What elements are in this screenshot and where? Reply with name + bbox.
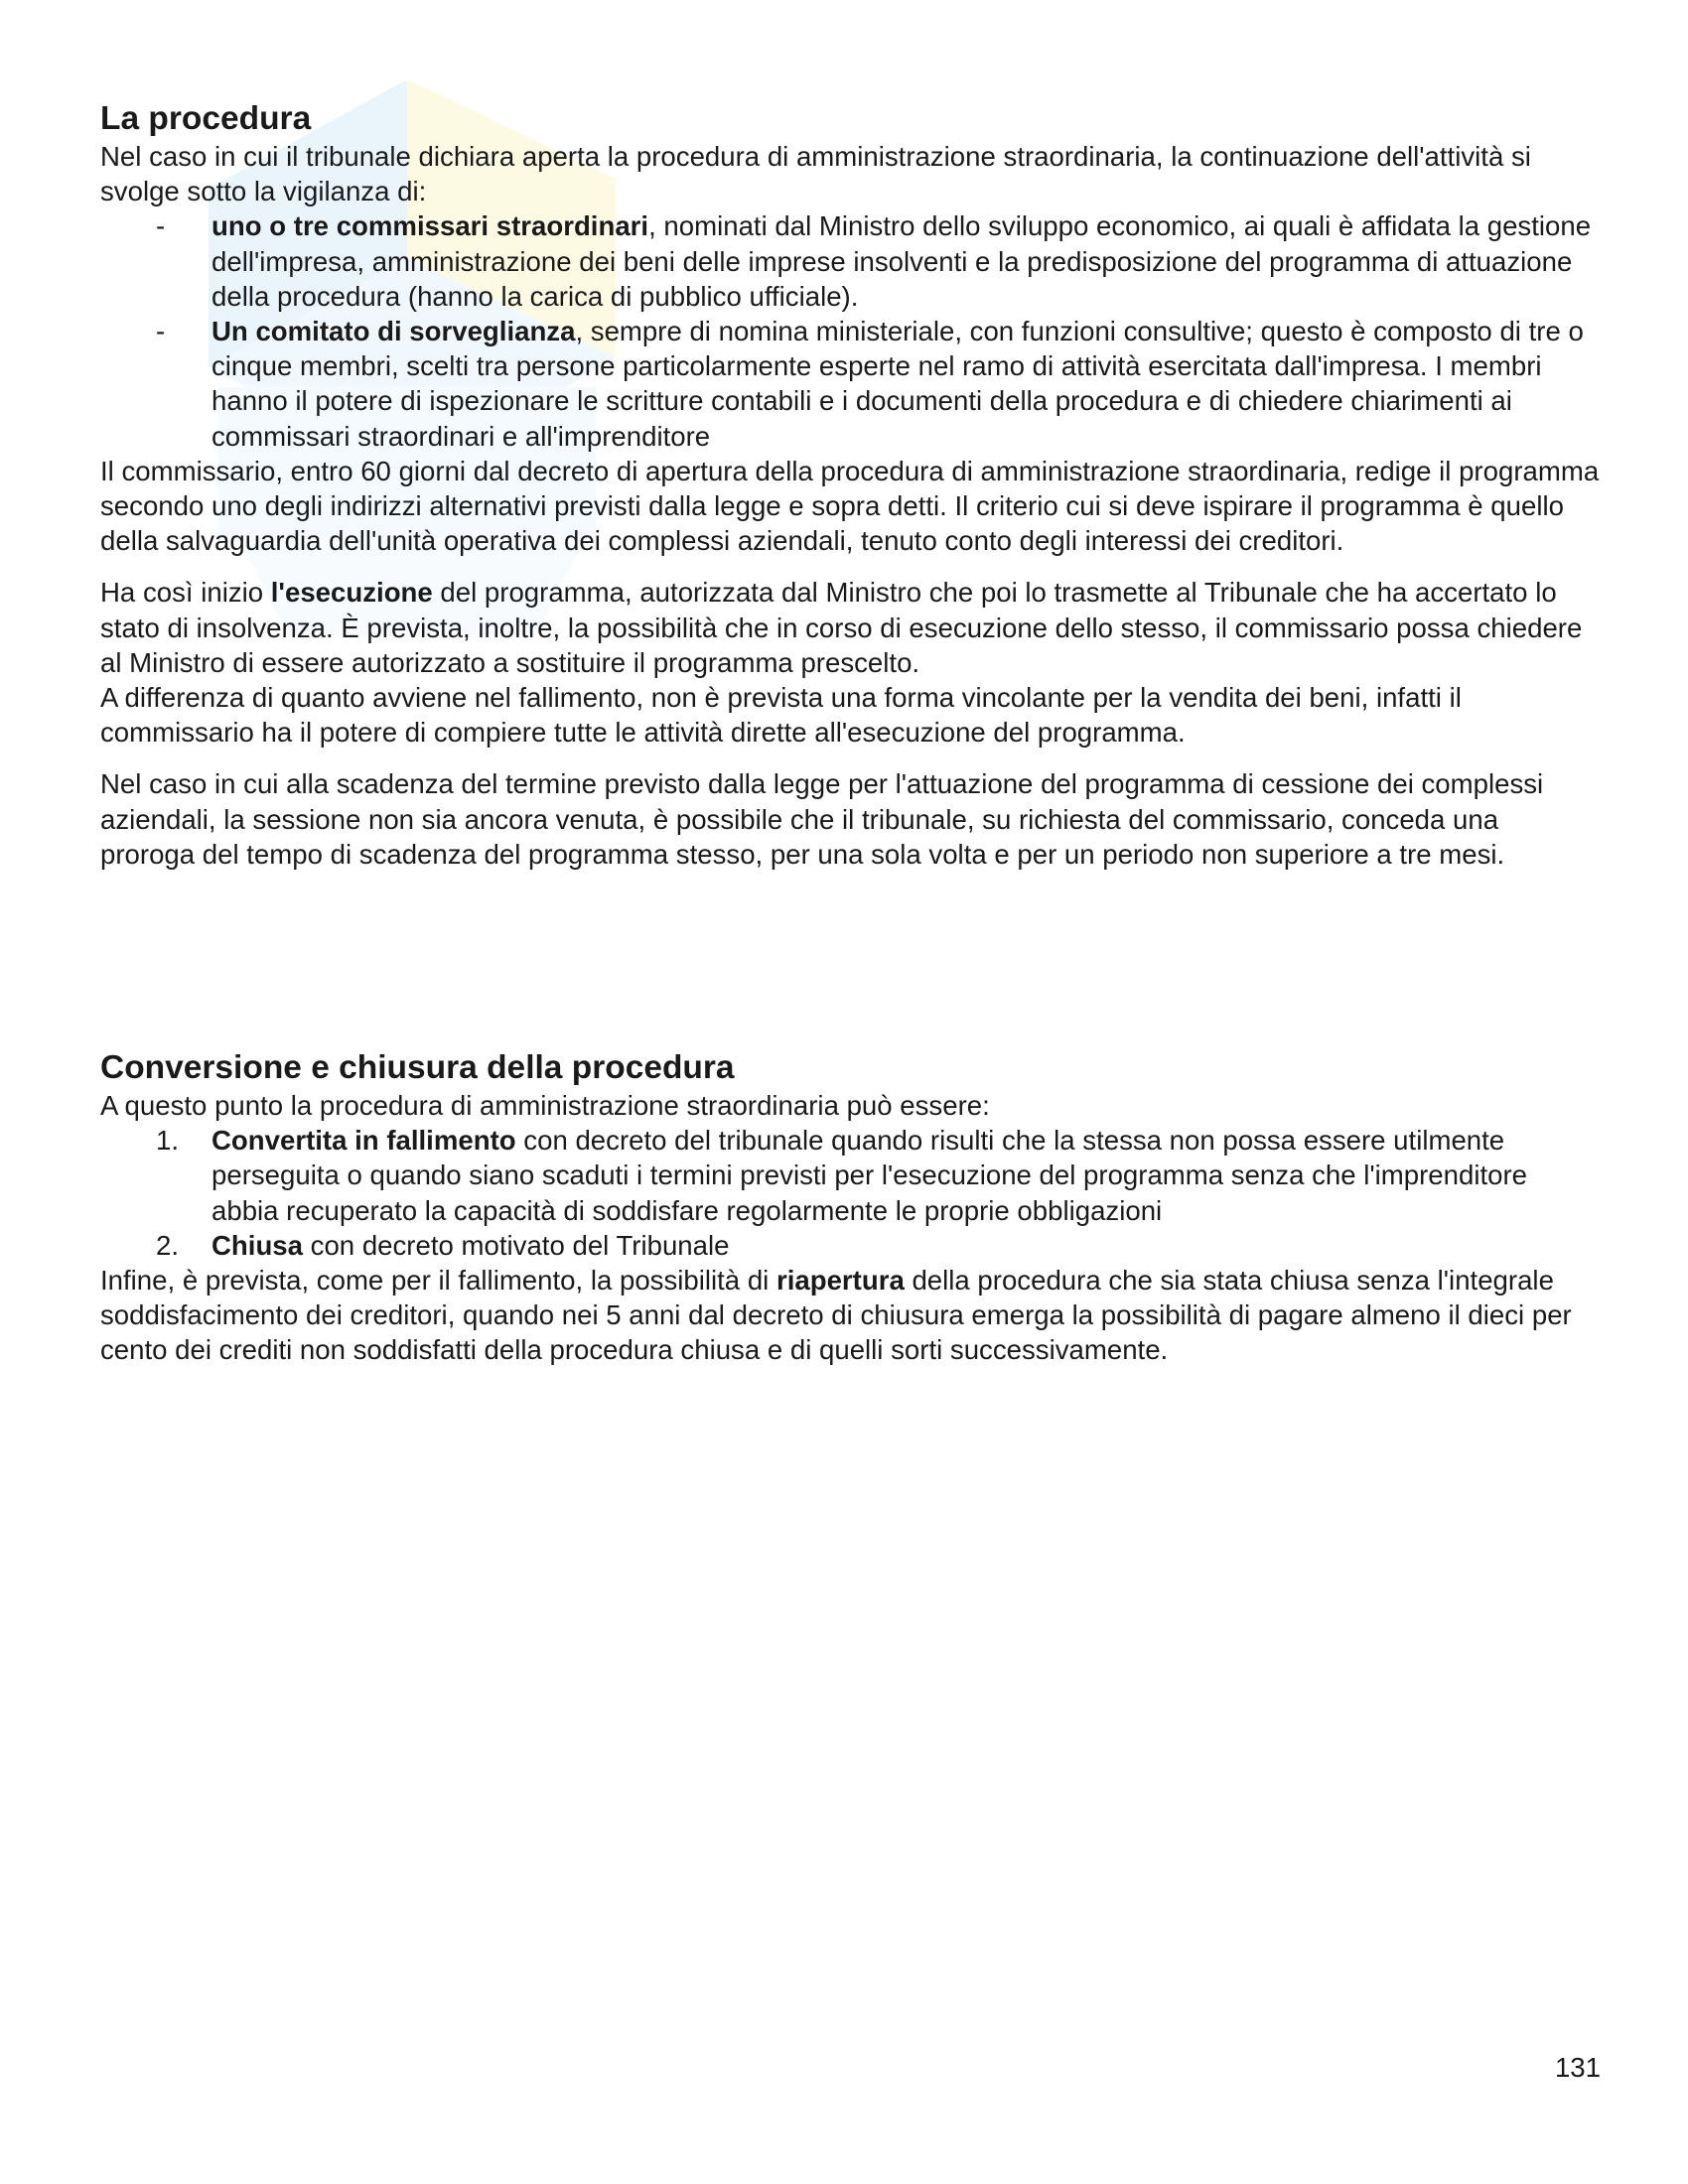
paragraph-esecuzione xyxy=(100,575,1600,680)
numbered-list-esiti xyxy=(100,1123,1600,1263)
paragraph-intro: A questo punto la procedura di amministrazione straordinaria può essere: xyxy=(100,1090,990,1122)
list-item-text: , nominati dal Ministro dello sviluppo economico, ai quali è affidata la gestione dell'impresa, amministrazione dei beni delle imprese insolventi e la predisposizione del programma di attuazione della procedura (hanno la carica di pubblico ufficiale). xyxy=(211,210,1592,312)
list-marker: - xyxy=(156,316,166,347)
list-item xyxy=(100,1228,1600,1263)
paragraph-riapertura xyxy=(100,1263,1600,1368)
paragraph-text: della procedura che sia stata chiusa senza l'integrale soddisfacimento dei creditori, quando nei 5 anni dal decreto di chiusura emerga la possibilità di pagare almeno il dieci per cento dei crediti non soddisfatti della procedura chiusa e di quelli sorti successivamente. xyxy=(100,1265,1572,1366)
list-item-text: con decreto motivato del Tribunale xyxy=(303,1229,730,1261)
list-item-bold: Convertita in fallimento xyxy=(211,1125,516,1157)
list-marker: 2. xyxy=(156,1229,180,1261)
paragraph-text: del programma, autorizzata dal Ministro che poi lo trasmette al Tribunale che ha accertato lo stato di insolvenza. È prevista, inoltre, la possibilità che in corso di esecuzione dello stesso, il commissario possa chiedere al Ministro di essere autorizzato a sostituire il programma prescelto. xyxy=(100,577,1583,678)
section-title-la-procedura: La procedura xyxy=(100,100,312,137)
paragraph-text: Ha così inizio xyxy=(100,577,271,609)
list-item-bold: Chiusa xyxy=(211,1229,303,1261)
list-item xyxy=(100,208,1600,314)
page-number: 131 xyxy=(1554,2052,1601,2083)
paragraph-bold: l'esecuzione xyxy=(270,577,433,609)
paragraph-differenza: A differenza di quanto avviene nel fallimento, non è prevista una forma vincolante per la vendita dei beni, infatti il commissario ha il potere di compiere tutte le attività dirette all'esecuzione del programma. xyxy=(100,682,1462,749)
document-content xyxy=(100,99,1600,1368)
list-marker: 1. xyxy=(156,1125,180,1157)
list-marker: - xyxy=(156,210,166,242)
list-item xyxy=(100,314,1600,454)
bullet-list-vigilanza xyxy=(100,208,1600,453)
paragraph-commissario: Il commissario, entro 60 giorni dal decreto di apertura della procedura di amministrazione straordinaria, redige il programma secondo uno degli indirizzi alternativi previsti dalla legge e sopra detti. Il criterio cui si deve ispirare il programma è quello della salvaguardia dell'unità operativa dei complessi aziendali, tenuto conto degli interessi dei creditori. xyxy=(100,455,1600,557)
paragraph-text: Infine, è prevista, come per il fallimento, la possibilità di xyxy=(100,1265,776,1297)
list-item-text: , sempre di nomina ministeriale, con funzioni consultive; questo è composto di tre o cinque membri, scelti tra persone particolarmente esperte nel ramo di attività esercitata dall'impresa. I membri hanno il potere di ispezionare le scritture contabili e i documenti della procedura e di chiedere chiarimenti ai commissari straordinari e all'imprenditore xyxy=(211,316,1584,452)
section-title-conversione: Conversione e chiusura della procedura xyxy=(100,1049,735,1087)
paragraph-bold: riapertura xyxy=(775,1265,905,1297)
list-item-bold: uno o tre commissari straordinari xyxy=(211,210,649,242)
list-item-text: con decreto del tribunale quando risulti che la stessa non possa essere utilmente perseguita o quando siano scaduti i termini previsti per l'esecuzione del programma senza che l'imprenditore abbia recuperato la capacità di soddisfare regolarmente le proprie obbligazioni xyxy=(211,1125,1528,1226)
list-item xyxy=(100,1123,1600,1228)
paragraph-intro: Nel caso in cui il tribunale dichiara aperta la procedura di amministrazione straordinaria, la continuazione dell'attività si svolge sotto la vigilanza di: xyxy=(100,141,1531,207)
list-item-bold: Un comitato di sorveglianza xyxy=(211,316,576,347)
paragraph-proroga: Nel caso in cui alla scadenza del termine previsto dalla legge per l'attuazione del programma di cessione dei complessi aziendali, la sessione non sia ancora venuta, è possibile che il tribunale, su richiesta del commissario, conceda una proroga del tempo di scadenza del programma stesso, per una sola volta e per un periodo non superiore a tre mesi. xyxy=(100,768,1544,870)
